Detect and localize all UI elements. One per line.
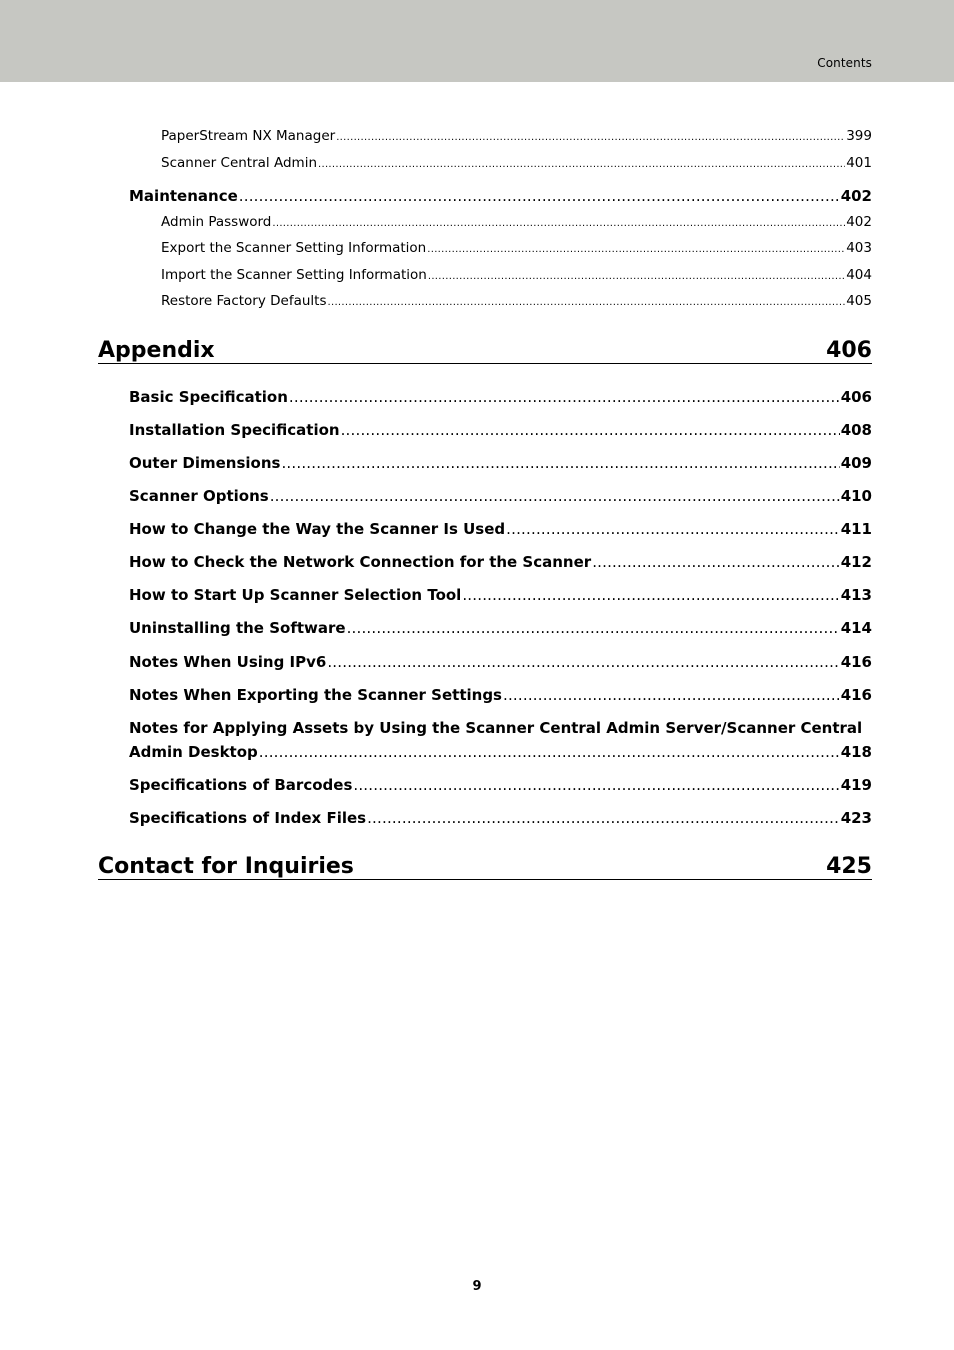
toc-section-label: How to Check the Network Connection for the Scanner xyxy=(129,553,592,571)
toc-section[interactable] xyxy=(129,653,872,673)
leader-dots xyxy=(462,586,839,604)
leader-dots xyxy=(336,132,845,143)
toc-section-page: 410 xyxy=(840,487,872,505)
toc-entry-page: 402 xyxy=(846,214,872,230)
toc-section[interactable] xyxy=(129,421,872,441)
chapter-title: Appendix xyxy=(98,338,215,363)
toc-section[interactable] xyxy=(129,586,872,606)
toc-section-page: 411 xyxy=(840,520,872,538)
toc-entry-label: Export the Scanner Setting Information xyxy=(161,240,427,256)
toc-section[interactable] xyxy=(129,388,872,408)
toc-section[interactable] xyxy=(129,619,872,639)
toc-entry-page: 405 xyxy=(846,293,872,309)
toc-entry[interactable] xyxy=(161,128,872,146)
leader-dots xyxy=(347,619,840,637)
toc-section-page: 414 xyxy=(840,619,872,637)
toc-section-maintenance[interactable] xyxy=(129,187,872,207)
toc-section-label: Notes When Using IPv6 xyxy=(129,653,327,671)
toc-section-page: 418 xyxy=(840,743,872,761)
toc-chapter-contact[interactable] xyxy=(98,851,872,880)
leader-dots xyxy=(239,187,840,205)
leader-dots xyxy=(289,388,840,406)
leader-dots xyxy=(428,271,845,282)
toc-section-label: Basic Specification xyxy=(129,388,288,406)
leader-dots xyxy=(270,487,840,505)
toc-chapter-appendix[interactable] xyxy=(98,335,872,364)
toc-section-wrapped[interactable] xyxy=(129,743,872,763)
toc-section-label: Uninstalling the Software xyxy=(129,619,346,637)
toc-entry-label: Restore Factory Defaults xyxy=(161,293,327,309)
toc-section[interactable] xyxy=(129,809,872,829)
toc-entry-label: PaperStream NX Manager xyxy=(161,128,336,144)
header-title: Contents xyxy=(817,56,872,70)
toc-entry[interactable] xyxy=(161,293,872,311)
toc-section-page: 423 xyxy=(840,809,872,827)
toc-section-label: Specifications of Barcodes xyxy=(129,776,353,794)
toc-section-page: 409 xyxy=(840,454,872,472)
leader-dots xyxy=(272,218,845,229)
leader-dots xyxy=(327,653,839,671)
leader-dots xyxy=(503,686,840,704)
chapter-title: Contact for Inquiries xyxy=(98,854,354,879)
leader-dots xyxy=(367,809,840,827)
toc-section-page: 416 xyxy=(840,653,872,671)
toc-entry[interactable] xyxy=(161,267,872,285)
leader-dots xyxy=(353,776,839,794)
leader-dots xyxy=(281,454,839,472)
toc-entry-page: 401 xyxy=(846,155,872,171)
toc-section-page: 413 xyxy=(840,586,872,604)
toc-section[interactable] xyxy=(129,686,872,706)
toc-entry-page: 404 xyxy=(846,267,872,283)
leader-dots xyxy=(592,553,840,571)
toc-section-page: 402 xyxy=(840,187,872,205)
toc-section-wrapped-line1[interactable]: Notes for Applying Assets by Using the Scanner Central Admin Server/Scanner Central xyxy=(129,719,863,737)
toc-section-label: How to Change the Way the Scanner Is Used xyxy=(129,520,506,538)
toc-section-label: How to Start Up Scanner Selection Tool xyxy=(129,586,462,604)
leader-dots xyxy=(318,159,845,170)
toc-entry[interactable] xyxy=(161,240,872,258)
toc-entry[interactable] xyxy=(161,155,872,173)
toc-section-label: Maintenance xyxy=(129,187,238,205)
toc-entry-label: Admin Password xyxy=(161,214,272,230)
toc-entry-label: Import the Scanner Setting Information xyxy=(161,267,427,283)
toc-entry-label: Scanner Central Admin xyxy=(161,155,317,171)
toc-section[interactable] xyxy=(129,487,872,507)
toc-section[interactable] xyxy=(129,520,872,540)
toc-section[interactable] xyxy=(129,553,872,573)
toc-section-page: 416 xyxy=(840,686,872,704)
leader-dots xyxy=(341,421,840,439)
toc-section-label: Specifications of Index Files xyxy=(129,809,367,827)
toc-entry-page: 403 xyxy=(846,240,872,256)
toc-section[interactable] xyxy=(129,776,872,796)
toc-section-label: Outer Dimensions xyxy=(129,454,281,472)
toc-section-label: Notes When Exporting the Scanner Settings xyxy=(129,686,502,704)
chapter-page: 406 xyxy=(826,338,872,363)
toc-entry[interactable] xyxy=(161,214,872,232)
page-number: 9 xyxy=(472,1279,482,1294)
leader-dots xyxy=(327,297,845,308)
leader-dots xyxy=(259,743,840,761)
toc-entry-page: 399 xyxy=(846,128,872,144)
toc-section-label: Installation Specification xyxy=(129,421,340,439)
toc-section-page: 408 xyxy=(840,421,872,439)
leader-dots xyxy=(427,244,845,255)
toc-section-page: 412 xyxy=(840,553,872,571)
toc-section-label: Scanner Options xyxy=(129,487,269,505)
toc-section-label: Admin Desktop xyxy=(129,743,258,761)
toc-section-page: 419 xyxy=(840,776,872,794)
toc-section-page: 406 xyxy=(840,388,872,406)
toc-section[interactable] xyxy=(129,454,872,474)
chapter-page: 425 xyxy=(826,854,872,879)
header-band xyxy=(0,0,954,82)
leader-dots xyxy=(506,520,840,538)
